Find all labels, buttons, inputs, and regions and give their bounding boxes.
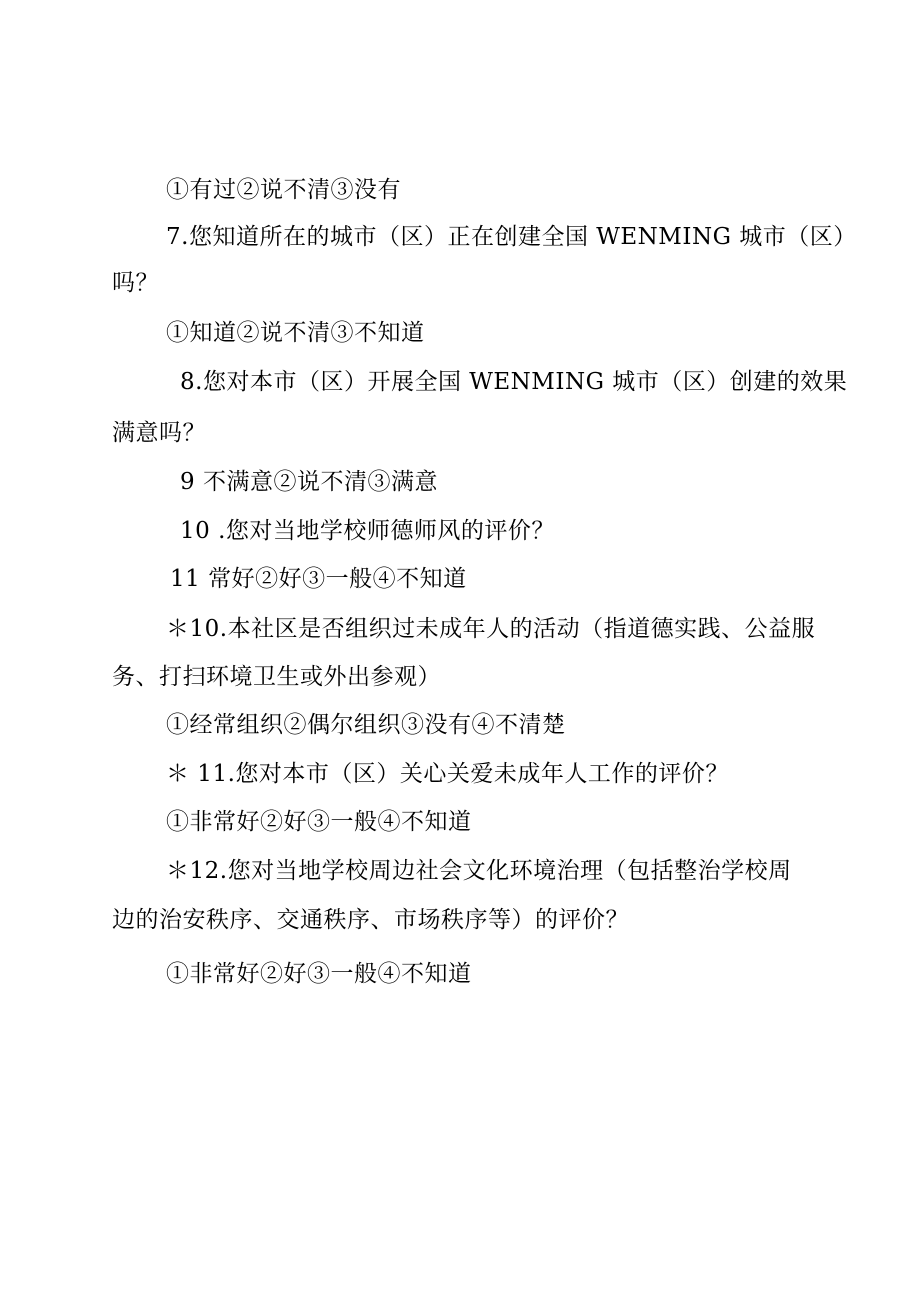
q11-options: ①非常好②好③一般④不知道 bbox=[166, 809, 472, 835]
q12-question-line2: 边的治安秩序、交通秩序、市场秩序等）的评价？ bbox=[112, 907, 629, 933]
q10b-question-line2: 务、打扫环境卫生或外出参观） bbox=[112, 664, 441, 690]
q7-options: ①知道②说不清③不知道 bbox=[166, 320, 425, 346]
q8-question-line1: 8.您对本市（区）开展全国 WENMING 城市（区）创建的效果 bbox=[180, 369, 848, 395]
q11-question: ＊ 11.您对本市（区）关心关爱未成年人工作的评价？ bbox=[166, 761, 729, 787]
q8-question-line2: 满意吗？ bbox=[112, 420, 206, 446]
q10-options: 11 常好②好③一般④不知道 bbox=[170, 566, 467, 592]
q10-question: 10 .您对当地学校师德师风的评价？ bbox=[180, 518, 555, 544]
q6-options: ①有过②说不清③没有 bbox=[166, 177, 401, 203]
q8-options: 9 不满意②说不清③满意 bbox=[180, 469, 438, 495]
q12-question-line1: ＊12.您对当地学校周边社会文化环境治理（包括整治学校周 bbox=[166, 858, 792, 884]
q7-question-line2: 吗？ bbox=[112, 270, 159, 296]
q7-question-line1: 7.您知道所在的城市（区）正在创建全国 WENMING 城市（区） bbox=[166, 224, 857, 250]
q10b-options: ①经常组织②偶尔组织③没有④不清楚 bbox=[166, 712, 566, 738]
q12-options: ①非常好②好③一般④不知道 bbox=[166, 961, 472, 987]
q10b-question-line1: ＊10.本社区是否组织过未成年人的活动（指道德实践、公益服 bbox=[166, 616, 816, 642]
